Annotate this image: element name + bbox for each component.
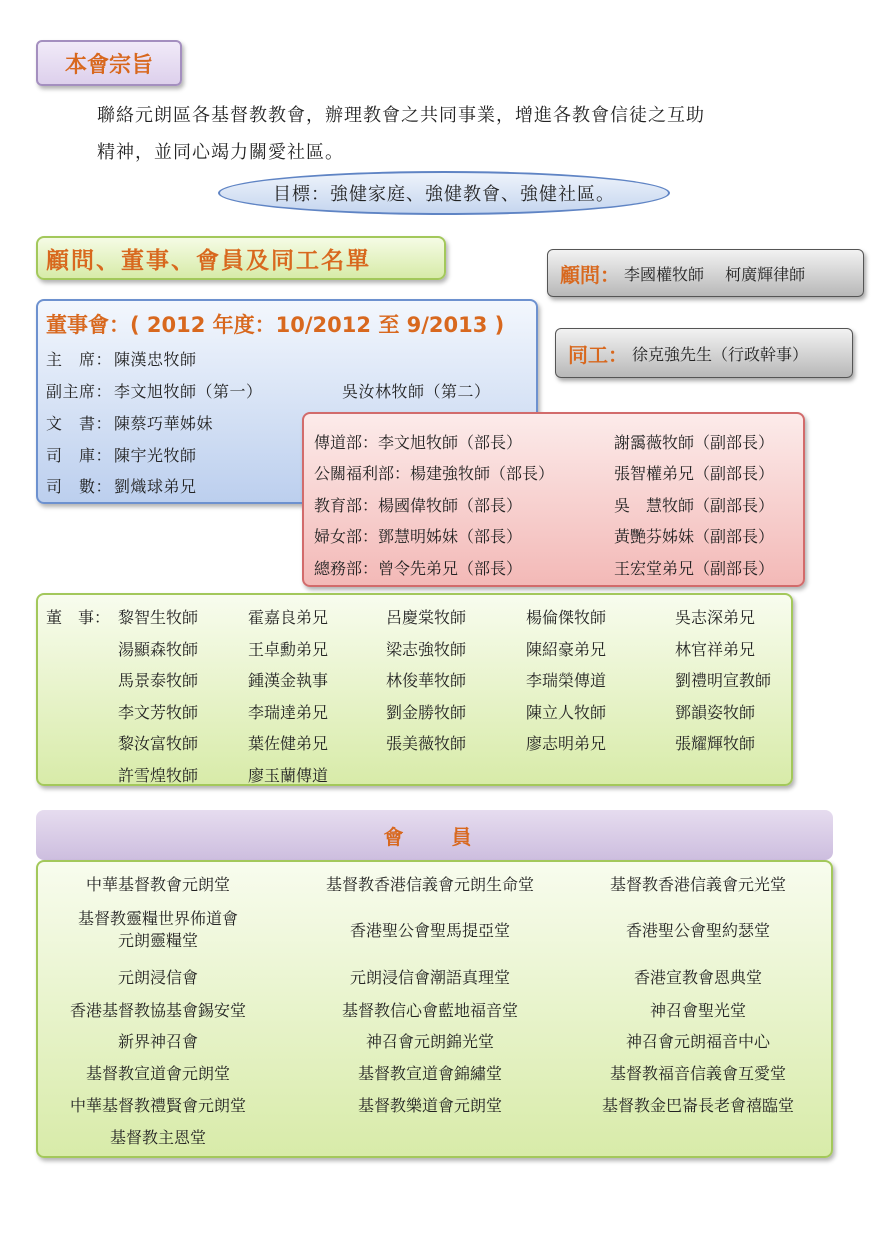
department-deputy: 謝靄薇牧師（副部長） (614, 433, 775, 452)
board-role: 主 席： (46, 350, 113, 369)
member-church: 元朗浸信會 (117, 968, 198, 987)
members-heading-bar (36, 810, 833, 860)
board-name: 劉熾球弟兄 (114, 477, 197, 496)
director-name: 黎汝富牧師 (118, 734, 199, 753)
department-head: 婦女部：鄧慧明姊妹（部長） (314, 527, 523, 546)
advisors-names: 李國權牧師 柯廣輝律師 (624, 264, 806, 284)
board-name: 陳蔡巧華姊妹 (114, 414, 214, 433)
member-church: 基督教香港信義會元光堂 (609, 875, 786, 894)
members-box (36, 860, 833, 1158)
member-church: 元朗浸信會潮語真理堂 (349, 968, 510, 987)
goal-text: 目標：強健家庭、強健教會、強健社區。 (273, 184, 615, 205)
member-church: 香港聖公會聖約瑟堂 (625, 921, 770, 940)
director-name: 湯顯森牧師 (118, 639, 199, 659)
board-row (46, 347, 197, 370)
department-head: 總務部：曾令先弟兄（部長） (314, 559, 523, 578)
board-role: 文 書： (46, 414, 113, 433)
purpose-heading: 本會宗旨 (36, 40, 182, 86)
department-deputy: 吳 慧牧師（副部長） (614, 496, 775, 515)
director-name: 鄧韻姿牧師 (675, 702, 756, 722)
staff-box (555, 328, 853, 378)
director-name: 張美薇牧師 (386, 734, 467, 753)
director-name: 李瑞榮傳道 (526, 671, 607, 690)
board-name: 李文旭牧師（第一） (114, 382, 263, 401)
director-name: 陳紹豪弟兄 (526, 639, 607, 659)
board-role: 司 庫： (46, 446, 113, 465)
advisors-box (547, 249, 864, 297)
department-deputy: 張智權弟兄（副部長） (614, 464, 775, 483)
director-name: 王卓勳弟兄 (248, 639, 329, 659)
board-row (46, 379, 491, 402)
department-head: 公關福利部：楊建強牧師（部長） (314, 464, 555, 483)
member-church: 基督教宣道會錦繡堂 (357, 1064, 502, 1083)
director-name: 林俊華牧師 (386, 671, 467, 690)
directors-label: 董 事： (46, 608, 111, 627)
member-church: 香港基督教協基會錫安堂 (69, 1001, 246, 1020)
purpose-line-2: 精神，並同心竭力關愛社區。 (97, 142, 344, 163)
member-church: 神召會元朗錦光堂 (365, 1032, 494, 1051)
purpose-line-1: 聯絡元朗區各基督教教會，辦理教會之共同事業，增進各教會信徒之互助 (97, 105, 705, 126)
director-name: 李文芳牧師 (118, 702, 199, 722)
member-church: 新界神召會 (117, 1032, 198, 1051)
department-deputy: 王宏堂弟兄（副部長） (614, 559, 775, 578)
member-church: 香港宣教會恩典堂 (633, 968, 762, 987)
director-name: 吳志深弟兄 (675, 608, 756, 627)
directors-box (36, 593, 793, 786)
director-name: 霍嘉良弟兄 (248, 608, 329, 627)
director-name: 劉金勝牧師 (386, 702, 467, 722)
member-church: 基督教信心會藍地福音堂 (341, 1001, 518, 1020)
departments-box (302, 412, 805, 587)
board-title: 董事會：( 2012 年度：10/2012 至 9/2013 ) (46, 313, 505, 337)
member-church: 基督教主恩堂 (109, 1128, 206, 1147)
board-row (46, 411, 213, 434)
director-name: 馬景泰牧師 (118, 671, 199, 690)
board-row (46, 443, 197, 466)
director-name: 黎智生牧師 (118, 608, 199, 627)
department-head: 傳道部：李文旭牧師（部長） (314, 433, 523, 452)
board-name-second: 吳汝林牧師（第二） (342, 382, 491, 401)
director-name: 廖玉蘭傳道 (248, 765, 329, 785)
member-church: 基督教樂道會元朗堂 (357, 1096, 502, 1115)
member-church: 基督教靈糧世界佈道會 元朗靈糧堂 (77, 909, 238, 950)
member-church: 神召會元朗福音中心 (625, 1032, 770, 1051)
board-role: 副主席： (46, 382, 113, 401)
member-church: 神召會聖光堂 (649, 1001, 746, 1020)
board-name: 陳漢忠牧師 (114, 350, 197, 369)
department-deputy: 黃艷芬姊妹（副部長） (614, 527, 775, 546)
goal-ellipse (218, 171, 670, 215)
director-name: 張耀輝牧師 (675, 734, 756, 753)
board-role: 司 數： (46, 477, 113, 496)
director-name: 許雪煌牧師 (118, 765, 199, 785)
member-church: 香港聖公會聖馬提亞堂 (349, 921, 510, 940)
director-name: 陳立人牧師 (526, 702, 607, 722)
board-name: 陳宇光牧師 (114, 446, 197, 465)
member-church: 中華基督教禮賢會元朗堂 (69, 1096, 246, 1115)
staff-label: 同工： (568, 342, 628, 367)
director-name: 呂慶棠牧師 (386, 608, 467, 627)
director-name: 劉禮明宣教師 (675, 671, 772, 690)
members-heading: 會 員 (383, 824, 486, 849)
director-name: 李瑞達弟兄 (248, 702, 329, 722)
director-name: 廖志明弟兄 (526, 734, 607, 753)
department-head: 教育部：楊國偉牧師（部長） (314, 496, 523, 515)
director-name: 葉佐健弟兄 (248, 734, 329, 753)
director-name: 梁志強牧師 (386, 639, 467, 659)
member-church: 基督教香港信義會元朗生命堂 (325, 875, 534, 894)
director-name: 鍾漢金執事 (248, 671, 329, 690)
member-church: 基督教福音信義會互愛堂 (609, 1064, 786, 1083)
member-church: 基督教金巴崙長老會禧臨堂 (601, 1096, 794, 1115)
director-name: 林官祥弟兄 (675, 639, 756, 659)
director-name: 楊倫傑牧師 (526, 608, 607, 627)
member-church: 基督教宣道會元朗堂 (85, 1064, 230, 1083)
roster-heading: 顧問、董事、會員及同工名單 (36, 236, 446, 280)
staff-names: 徐克強先生（行政幹事） (632, 344, 809, 364)
member-church: 中華基督教會元朗堂 (85, 875, 230, 894)
board-row (46, 474, 197, 497)
advisors-label: 顧問： (560, 262, 620, 287)
